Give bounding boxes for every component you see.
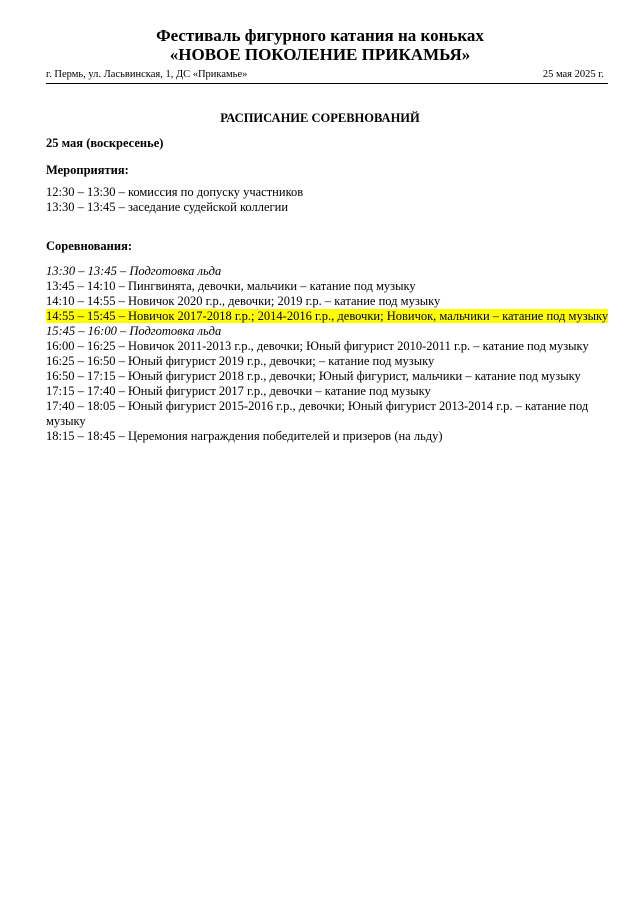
competitions-list [46,264,636,444]
venue-address: г. Пермь, ул. Ласьвинская, 1, ДС «Прикамье» [46,69,248,80]
competitions-heading: Соревнования: [46,239,132,253]
competition-item: 14:55 – 15:45 – Новичок 2017-2018 г.р.; 2014-2016 г.р., девочки; Новичок, мальчики – катание под музыку [46,309,609,323]
competition-item: 16:00 – 16:25 – Новичок 2011-2013 г.р., девочки; Юный фигурист 2010-2011 г.р. – катание под музыку [46,339,589,353]
competition-item: 18:15 – 18:45 – Церемония награждения победителей и призеров (на льду) [46,429,443,443]
place-date-line [46,68,608,84]
festival-title: Фестиваль фигурного катания на коньках [156,26,484,45]
competition-item: 16:25 – 16:50 – Юный фигурист 2019 г.р., девочки; – катание под музыку [46,354,435,368]
competition-item: 17:40 – 18:05 – Юный фигурист 2015-2016 г.р., девочки; Юный фигурист 2013-2014 г.р. – катание под музыку [46,399,589,428]
schedule-heading: РАСПИСАНИЕ СОРЕВНОВАНИЙ [220,111,420,125]
ice-preparation-item: 15:45 – 16:00 – Подготовка льда [46,324,222,338]
festival-subtitle: «НОВОЕ ПОКОЛЕНИЕ ПРИКАМЬЯ» [169,45,471,64]
competition-item: 16:50 – 17:15 – Юный фигурист 2018 г.р., девочки; Юный фигурист, мальчики – катание под музыку [46,369,581,383]
events-list [46,185,636,215]
competition-item: 13:45 – 14:10 – Пингвинята, девочки, мальчики – катание под музыку [46,279,416,293]
competition-item: 17:15 – 17:40 – Юный фигурист 2017 г.р., девочки – катание под музыку [46,384,431,398]
schedule-day: 25 мая (воскресенье) [46,136,164,150]
document-date: 25 мая 2025 г. [542,69,604,80]
events-heading: Мероприятия: [46,163,129,177]
event-item: 13:30 – 13:45 – заседание судейской коллегии [46,200,289,214]
event-item: 12:30 – 13:30 – комиссия по допуску участников [46,185,304,199]
ice-preparation-item: 13:30 – 13:45 – Подготовка льда [46,264,222,278]
competition-item: 14:10 – 14:55 – Новичок 2020 г.р., девочки; 2019 г.р. – катание под музыку [46,294,441,308]
